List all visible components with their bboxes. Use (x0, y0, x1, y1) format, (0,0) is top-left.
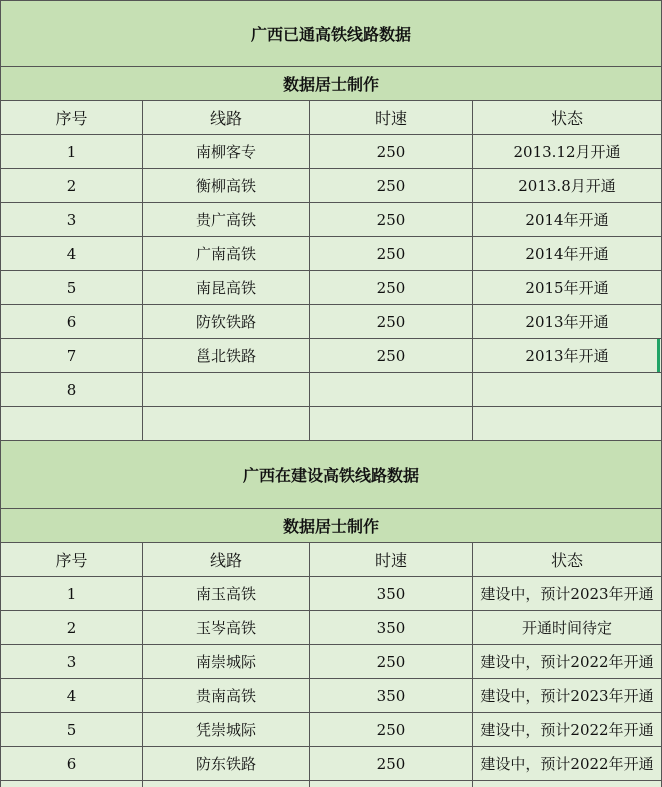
table-row (1, 339, 662, 373)
table-row (1, 203, 662, 237)
table-row (1, 747, 662, 781)
speed-cell[interactable]: 250 (310, 203, 473, 237)
status-cell[interactable] (473, 373, 662, 407)
column-header[interactable]: 序号 (1, 101, 143, 135)
status-cell[interactable]: 建设中，预计2022年开通 (473, 747, 662, 781)
status-cell[interactable]: 2013年开通 (473, 305, 662, 339)
status-cell[interactable]: 建设中，预计2023年开通 (473, 679, 662, 713)
line-name-cell[interactable]: 凭崇城际 (143, 713, 310, 747)
line-name-cell[interactable] (143, 407, 310, 441)
speed-cell[interactable]: 250 (310, 339, 473, 373)
header-row (1, 543, 662, 577)
line-name-cell[interactable]: 广南高铁 (143, 237, 310, 271)
line-name-cell[interactable]: 贵南高铁 (143, 679, 310, 713)
section-title-row (1, 441, 662, 509)
header-row (1, 101, 662, 135)
status-cell[interactable]: 2014年开通 (473, 203, 662, 237)
section-title[interactable]: 广西已通高铁线路数据 (1, 1, 662, 67)
speed-cell[interactable]: 250 (310, 271, 473, 305)
speed-cell[interactable]: 250 (310, 305, 473, 339)
section-subtitle-row (1, 509, 662, 543)
column-header[interactable]: 序号 (1, 543, 143, 577)
status-cell[interactable]: 2013.12月开通 (473, 135, 662, 169)
index-cell[interactable]: 7 (1, 339, 143, 373)
column-header[interactable]: 状态 (473, 543, 662, 577)
table-row (1, 611, 662, 645)
section-subtitle-row (1, 67, 662, 101)
index-cell[interactable]: 5 (1, 713, 143, 747)
table-row (1, 237, 662, 271)
index-cell[interactable]: 8 (1, 373, 143, 407)
speed-cell[interactable]: 250 (310, 237, 473, 271)
speed-cell[interactable]: 350 (310, 577, 473, 611)
table-row (1, 305, 662, 339)
table-row (1, 169, 662, 203)
table-row (1, 679, 662, 713)
index-cell[interactable]: 3 (1, 645, 143, 679)
speed-cell[interactable]: 250 (310, 135, 473, 169)
speed-cell[interactable]: 350 (310, 611, 473, 645)
speed-cell[interactable]: 250 (310, 169, 473, 203)
column-header[interactable]: 时速 (310, 543, 473, 577)
column-header[interactable]: 状态 (473, 101, 662, 135)
status-cell[interactable]: 2014年开通 (473, 237, 662, 271)
index-cell[interactable]: 4 (1, 237, 143, 271)
line-name-cell[interactable]: 防东铁路 (143, 747, 310, 781)
line-name-cell[interactable]: 玉岑高铁 (143, 611, 310, 645)
section-title-row (1, 1, 662, 67)
index-cell[interactable]: 1 (1, 135, 143, 169)
speed-cell[interactable]: 250 (310, 747, 473, 781)
line-name-cell[interactable]: 南昆高铁 (143, 271, 310, 305)
table-row (1, 271, 662, 305)
cell-selection-marker (657, 339, 660, 372)
speed-cell[interactable] (310, 407, 473, 441)
index-cell[interactable]: 4 (1, 679, 143, 713)
status-cell[interactable] (473, 781, 662, 787)
table-row (1, 577, 662, 611)
status-cell[interactable]: 建设中，预计2022年开通 (473, 645, 662, 679)
table-row (1, 645, 662, 679)
index-cell[interactable] (1, 407, 143, 441)
column-header[interactable]: 时速 (310, 101, 473, 135)
status-cell[interactable]: 建设中，预计2022年开通 (473, 713, 662, 747)
line-name-cell[interactable]: 邕北铁路 (143, 339, 310, 373)
index-cell[interactable] (1, 781, 143, 787)
index-cell[interactable]: 6 (1, 747, 143, 781)
status-cell[interactable]: 2013.8月开通 (473, 169, 662, 203)
line-name-cell[interactable]: 南崇城际 (143, 645, 310, 679)
line-name-cell[interactable]: 防钦铁路 (143, 305, 310, 339)
column-header[interactable]: 线路 (143, 101, 310, 135)
index-cell[interactable]: 2 (1, 611, 143, 645)
table-row (1, 713, 662, 747)
index-cell[interactable]: 6 (1, 305, 143, 339)
column-header[interactable]: 线路 (143, 543, 310, 577)
status-cell[interactable]: 开通时间待定 (473, 611, 662, 645)
line-name-cell[interactable]: 南柳客专 (143, 135, 310, 169)
speed-cell[interactable] (310, 373, 473, 407)
section-title[interactable]: 广西在建设高铁线路数据 (1, 441, 662, 509)
speed-cell[interactable]: 350 (310, 679, 473, 713)
index-cell[interactable]: 3 (1, 203, 143, 237)
status-cell[interactable] (473, 407, 662, 441)
table-row (1, 135, 662, 169)
table-row (1, 407, 662, 441)
table-row (1, 781, 662, 787)
section-subtitle[interactable]: 数据居士制作 (1, 509, 662, 543)
line-name-cell[interactable]: 衡柳高铁 (143, 169, 310, 203)
line-name-cell[interactable]: 贵广高铁 (143, 203, 310, 237)
index-cell[interactable]: 2 (1, 169, 143, 203)
line-name-cell[interactable] (143, 781, 310, 787)
status-cell[interactable]: 2013年开通 (473, 339, 662, 373)
index-cell[interactable]: 5 (1, 271, 143, 305)
line-name-cell[interactable] (143, 373, 310, 407)
status-cell[interactable]: 建设中，预计2023年开通 (473, 577, 662, 611)
speed-cell[interactable]: 250 (310, 713, 473, 747)
table-row (1, 373, 662, 407)
line-name-cell[interactable]: 南玉高铁 (143, 577, 310, 611)
status-cell[interactable]: 2015年开通 (473, 271, 662, 305)
index-cell[interactable]: 1 (1, 577, 143, 611)
speed-cell[interactable] (310, 781, 473, 787)
section-subtitle[interactable]: 数据居士制作 (1, 67, 662, 101)
speed-cell[interactable]: 250 (310, 645, 473, 679)
